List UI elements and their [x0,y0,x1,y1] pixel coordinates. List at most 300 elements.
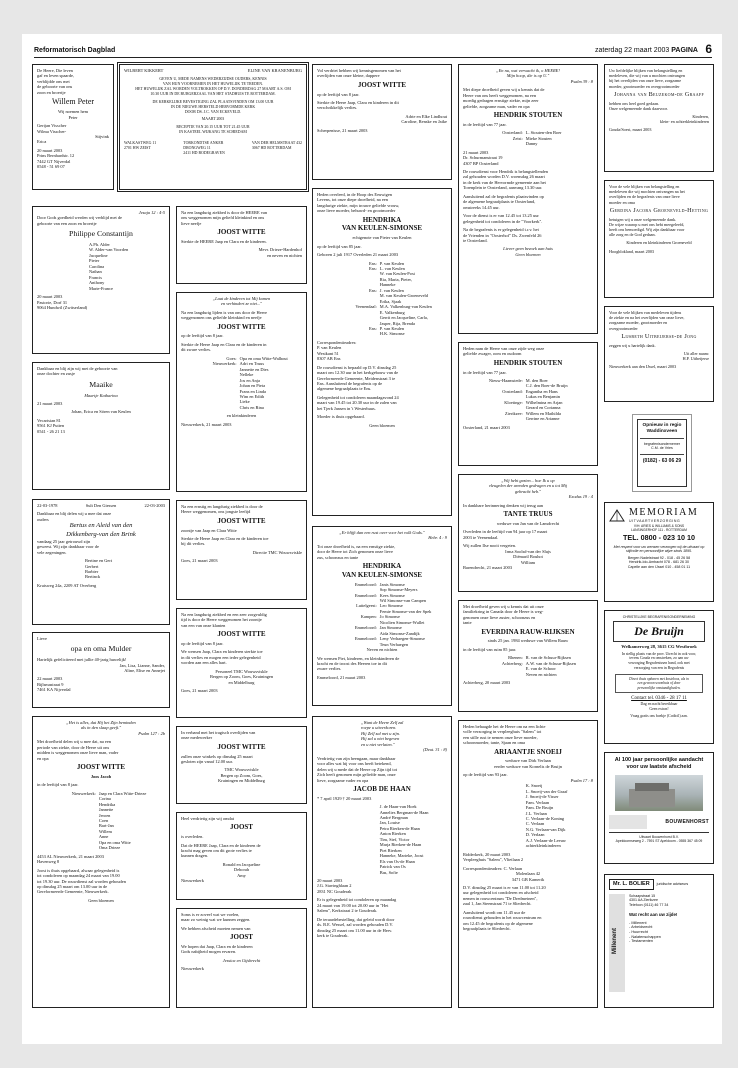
row-names: Oma Drieze [98,845,121,851]
text-line: 20 maart 2003 [317,878,343,883]
deceased-name: TANTE TRUUS [503,510,553,519]
deceased-name: JOOST WITTE [217,322,266,331]
text-line: Na de begrafenis is er gelegenheid t.r.v. het [463,227,539,233]
text-line: langdurige ziekte, mijn trouwe geliefde vrouw, [317,202,400,208]
anniversary-ad-dikkenberg: 22-03-1978 Sult Den Giessen 22-03-2003 Dankbaar en blij delen wij u mee dat onze ouders Bertus en Aleid van den Dikkenberg-van den Brink vandaag 25 jaar getrouwd zijn geweest. Wij zijn dankbaar voor de vele zegeningen. Bertine en Gert Gerbert Barbier Bertinck Kruisweg 24a, 2209 AT Overberg [32,499,170,625]
text-line: Oosterland, 21 maart 2003 [463,424,510,430]
text-line: DE KERKELIJKE BEVESTIGING ZAL PLAATSVINDEN OM 13.00 UUR [152,99,274,104]
text-line: Door Gods goedheid werden wij verblijd met de [37,215,122,221]
row-names: Danny [525,141,538,147]
text-line: Gereformeerde Gemeente, Meidenstraat 3 te [317,375,396,381]
row-place: Emmeloord: [354,592,377,598]
row-place: Oosterland: [502,130,523,136]
de-bruijn-ad [604,610,714,744]
text-line: zoon en broertje [37,89,66,95]
text-line: tot condoleren op maandag 24 maart van 19.00 [37,873,120,879]
text-line: medeleven, die wij van u mochten ontvangen [609,73,685,79]
text-line: maart van 19.45 tot 20.30 uur in de zalen van [317,400,397,406]
row-place: Kloetinge: [504,399,523,405]
bolier-ad [604,874,714,1008]
row-place: Kampen: [360,614,377,620]
text-line: Ronald en Jacqueline [222,861,261,867]
text-line: LANSINGERHOF 111 - ROTTERDAM [631,527,687,532]
row-names: Willem en Mathilda [525,410,561,416]
text-line: Correspondentieadres: C. Verlaan [463,865,523,871]
row-names: Hanneke [379,282,396,288]
couple-name: Bertus en Aleid van den [69,522,133,530]
family-row [463,672,593,677]
row-place [463,141,523,146]
text-line: van een van onze klanten [181,622,226,628]
row-names: M. den Boer [525,378,548,384]
text-line: Psalm 17 : 8 [570,777,593,783]
text-line: hebben ons heel goed gedaan. [609,100,660,106]
text-line: Uitvaart Bouwenhorst B.V. [639,834,679,839]
text-line: P. van Keulen [317,345,342,351]
birth-ad-maaike [32,362,170,490]
text-line: „Wij hebt gezien... hoe Ik u op [501,478,555,483]
text-line: in de leeftijd van 8 jaar. [37,782,79,788]
text-line: Dr. Schurmanstraat 19 [463,155,503,161]
text-line: moedig gedragen ernstige ziekte, mijn zeer [463,98,539,104]
row-names: Fam. De Bruijn [525,805,554,811]
newspaper-page [22,34,722,1044]
phone-number: (0182) - 63 06 29 [642,457,682,464]
text-line: Peter [68,114,78,120]
text-line: (Deut. 31 : 8) [423,747,447,753]
text-line: H.P. Uitbeijerse [682,355,709,361]
text-line: overlijden en de begrafenis van onze lieve [609,194,680,200]
text-line: voor uw laatste afscheid [626,763,692,770]
row-names: Jeroen [98,812,111,818]
text-line: 2831 NC Gouderak [317,888,352,894]
text-line: in dit verlies en mogen een ieder gelegenheid [181,654,261,660]
row-place: Ens: [368,265,377,271]
death-ad-hendrika-siblings: „Er blijft dan een rust over voor het volk Gods." Hebr. 4 : 9 Tot onze droefheid is, na een ernstige ziekte, door de Heere tot Zich genomen onze lieve zus, schoonzus en tante HENDRIKA VAN KEULEN-SIMONSE Emmeloord: Janis Simonse Sop Simonse-Meyers Emmeloord: Kees Simonse Wil Simonse-van Campen Luttelgeest: Leo Simonse Femie Simonse-van der Spek Kampen: Jo Simonse Nicolien Simonse-Wullet Emmeloord: Jan Simonse Aida Simonse-Zandijk Emmeloord: Leny Verhaegen-Simonse Teun Verhaegen Neven en nichten We wensen Piet, kinderen, en kleinkinderen de kracht en de troost des Heeren toe in dit zware verlies. Emmeloord, 21 maart 2003 [312,526,452,706]
row-names: Jan, Louise [379,820,400,826]
text-line: overgrootmoeder [609,325,638,331]
row-names: Chris en Rina [239,404,264,410]
text-line: CHRISTELIJKE BEGRAFENISONDERNEMING [622,615,696,619]
deceased-name: Lijsbeth Uitbeijerse-de Jong [621,332,697,340]
text-line: DOOR DS. J.C. VAN ECKEVELD. [184,109,242,114]
text-line: Ens. Aansluitend de begrafenis op de [317,381,383,387]
text-line: zaal 1, Jan Steenstraat 71 te Sliedrecht. [463,901,532,907]
text-line: RECEPTIE VAN 20.15 UUR TOT 21.45 UUR [176,125,250,130]
text-line: Met droefheid delen wij u mee dat, na een [37,739,112,745]
text-line: genomen onze lieve zuster, schoonzus en [463,614,536,620]
text-line: dit zware verlies. [181,347,212,353]
row-names: Adri en Truus [239,361,265,367]
text-line: TMC Wouwsviskle [224,767,259,773]
death-ad-joost-witte-staff [176,608,307,718]
text-line: Dikkenberg-van den Brink [66,530,136,538]
text-line: te Oosterland. [463,238,488,243]
text-line: Jessica en Gijsbrecht [222,957,261,963]
text-line: MAART 2003 [201,117,225,122]
row-place [37,845,96,850]
text-line: DRONGWEG 11 [183,145,211,150]
text-line: zal gehouden worden D.V. woensdag 26 maart [463,174,545,180]
row-names: Leo Simonse [379,603,403,609]
text-line: echtgenote van Pieter van Keulen [352,235,412,241]
text-line: Nieuwerkerk [181,878,204,884]
phone-number: TEL. 0800 - 023 10 10 [623,532,695,542]
row-names: Mieke Stouten [525,135,552,141]
row-names: André Bergman [379,815,408,821]
text-line: VAN HUN VOORNEMEN IN HET HUWELIJK TE TREDEN. [162,82,264,87]
text-line: vleugelen der arenden gedragen en u tot Mij [488,483,568,489]
text-line: verschrikkelijk verlies. [317,105,358,111]
row-place: Goes: [226,355,237,361]
text-line: Wij noemen hem [57,109,89,115]
row-names: L. Snoeij-van der Graaf [525,788,568,794]
row-names: Bart-Jan [98,823,114,829]
row-names: Frans en Linda [239,388,266,394]
text-line: Met respect voor uw wensen verzorgen wij de uitvaart op [613,544,705,549]
row-names: P. van Keulen [379,260,405,266]
row-place: Emmeloord: [354,625,377,631]
text-line: 3471 GB Kamerik [511,876,545,882]
deceased-name: ARIAANTJE SNOEIJ [494,747,562,756]
text-line: Heere weggenomen, ons jongste leefijd [181,509,251,515]
birth-ad-philippe [32,206,170,354]
row-names: Femie Simonse-van der Spek [379,608,432,614]
text-line: Soms is er zoveel wat we voelen, [181,912,240,917]
row-names: J. van Keulen [379,287,404,293]
text-line: Directie TMC Wouwsviskle [252,549,302,555]
row-names: K. Snoeij [525,783,543,789]
death-ad-everdina-rauw [458,600,598,712]
deceased-name: JOOST WITTE [217,742,266,751]
text-line: Mevr. Drieze-Hardenhof [258,247,302,253]
text-line: op de leeftijd van 8 jaar. [181,333,224,339]
row-place: Zierikzee: [505,410,523,416]
text-line: gesloten zijn vanaf 12.00 uur. [181,759,233,765]
row-names: P. van Keulen [379,325,405,331]
row-place: Veenendaal: [355,304,377,310]
text-line: De wijze waarop u met ons hebt meegeleefd, [609,221,685,227]
row-names: Bas, Sofie [379,869,398,875]
text-line: Erica [37,139,47,145]
text-line: Bertinck [85,574,101,580]
row-names: C. Verlaan-de Koning [525,816,565,822]
row-names: L. van Keulen [379,265,405,271]
text-line: maar zo weinig wat we kunnen zeggen. [181,917,251,923]
text-line: verzorging van een in Begrafenis [633,665,685,670]
text-line: Dankbaar en blij delen wij u mee dat onze [37,511,112,517]
text-line: Na een langdurig ziekbed en een zeer zorgvuldig [181,612,267,617]
deceased-name: JACOB DE HAAN [353,784,411,793]
text-line: gelegenheid tot condoleren in de "Voorkerk". [463,218,543,224]
text-line: weduwe van Dirk Verlaan [505,758,551,764]
text-line: Telefoon (0111) 46 77 34 [629,902,669,907]
text-line: We hebben afscheid moeten nemen van [181,925,251,931]
text-line: dinsdag 25 maart om 11.00 uur in de Herv. [317,927,393,933]
row-place [463,672,523,677]
row-names: Patrick van Os [379,864,406,870]
text-line: Neven en nichten [366,647,398,653]
deceased-name: HENDRIKA [362,215,402,224]
row-names: E. van de Schoor [525,666,556,672]
text-line: geliefde zwager, oom en oudoom [463,351,522,357]
text-line: 10.30 UUR IN DE BURGERZAAL VAN HET STADHUIS TE ROTTERDAM. [150,91,276,96]
text-line: vele zegeningen. [37,549,67,555]
row-names: C. Verlaan [525,821,545,827]
deceased-name: JOOST WITTE [76,763,126,772]
text-line: eerder weduwe van Kornelis de Bruijn [494,763,562,769]
remembrance-ad-tante-truus [458,474,598,592]
text-line: Hartelijk gefeliciteerd met jullie 40-jarig huwelijk! [37,657,127,663]
text-line: Caroline, Renske en Jaike [401,119,447,125]
row-place: Nieuwerkerk: [71,790,96,796]
text-line: en kleinkinderen [226,413,257,419]
text-line: familiekring in Canada door de Heere is weg- [463,609,544,615]
row-names: Wilhelmina en Arjan [525,399,563,405]
text-line: moeder, grootmoeder en overgrootmoeder [609,83,680,89]
text-line: Joos Jacob [90,773,112,779]
text-line: Amy [237,872,246,878]
text-line: VAN DER HELMSTRAAT 432 [251,140,302,145]
text-line: Sterkte de Heere Jaap en Clara en de kinderen in [181,341,267,347]
row-names: Ria, Maria, Pieter, [379,276,412,282]
text-line: Prins Bernhardstr. 12 [37,153,75,159]
text-line: roepe u uitverkoren. [361,725,397,731]
text-line: Onze welgemeende dank daarvoor. [609,105,668,111]
text-line: V/H: ARIES & WILLIAMS & SONS [633,523,685,528]
text-line: geboorte van een zoon en broertje [37,220,97,226]
text-line: Salem", Kerkstraat 2 te Gouderak. [317,908,378,914]
header-date: zaterdag 22 maart 2003 [595,47,670,54]
row-place: Zeist: [512,135,523,141]
row-names: Nelleke [239,372,254,378]
text-line: Bertine en Gert [85,558,113,564]
row-names: W. van Keulen-Post [379,271,415,277]
text-line: 4307 BP Oosterland [463,160,499,166]
text-line: door de Heere tot Zich genomen onze lieve [317,549,393,555]
deceased-name: HENDRIK STOUTEN [493,358,563,367]
row-place: Ens: [368,287,377,293]
text-line: maart om 12.30 uur in het kerkgebouw van de [317,370,399,376]
text-line: betuigen wij u onze welgemeende dank. [609,216,677,222]
text-line: Jacqueline [89,252,108,258]
text-line: De teraardebestelling, dat geleid wordt door [317,916,395,922]
text-line: Aline, Elise en Annejet [124,668,165,674]
death-ad-joost-friends [176,812,307,900]
text-line: D.V. dinsdag 25 maart is er van 11.00 tot 11.20 [463,885,546,890]
text-line: een stille rust te nemen onze lieve moeder, [463,734,538,740]
text-line: Barbier [85,568,99,574]
text-line: We hopen dat Jaap, Clara en de kinderen [181,944,253,950]
text-line: Geen bloemen [88,897,114,903]
brand-name: De Bruijn [634,624,684,639]
text-line: Francis [89,274,102,280]
death-ad-joost-witte-grandparents [176,292,307,492]
row-place: Ens: [368,325,377,331]
text-line: in de leeftijd van ruim 85 jaar. [463,646,517,652]
page-header [34,42,712,58]
text-line: Verpleeghuis "Salem", Vlietlaan 2 [463,857,524,863]
text-line: 4453 AL Nieuwerkerk, 21 maart 2003 [37,853,104,859]
text-line: Marie-France [89,285,113,291]
family-row [463,843,593,848]
text-line: Hij Zelf zal met u zijn. [361,730,401,736]
text-line: geliefde, zorgzame man, vader en opa [463,103,530,109]
text-line: op de leeftijd van 85 jaar. [317,243,362,249]
text-line: verblijdde ons met [37,78,70,84]
text-line: Schaapstraat 15 [629,893,656,898]
row-names: Hanneke, Marieke, Joost [379,853,424,859]
row-names: Jan Simonse [379,625,402,631]
text-line: Uit aller naam: [683,350,709,356]
text-line: Levens, tot onze diepe droefheid, na een [317,197,388,203]
text-line: Wilma Visscher- [37,128,67,134]
text-line: * 7 april 1929 † 20 maart 2003 [317,795,372,801]
row-names: M.A. Valkenburg-van Keulen [379,304,432,310]
text-line: zoontje van Jaap en Clara Witte [181,527,237,533]
text-line: 0548 - 51 69 07 [37,164,65,170]
text-line: A.Ph. Alder [89,242,110,248]
text-line: 9561 KJ Putten [37,423,65,429]
deceased-name: JOOST [230,823,253,832]
text-line: Bergen Nadelstraat 92 - 018 - 45 26 58 [627,555,691,560]
text-line: Overleden in de leeftijd van 94 jaar op 17 maart [463,529,548,535]
row-names: C.J. den Boer-de Bruijn [525,383,568,389]
text-line: vandaag 25 jaar getrouwd zijn [37,538,91,544]
row-place: Oosterland: [502,388,523,394]
anniversary-ad-mulder [32,632,170,708]
text-line: Achterberg, 20 maart 2003 [463,680,511,686]
text-line: Nieuwerkerk aan den IJssel, maart 2003 [609,364,677,370]
text-line: op dinsdag 25 maart om 13.00 uur in de [37,884,108,889]
text-line: stijlvolle en persoonlijke wijze sinds 1895. [625,549,693,554]
text-line: Geen extras! [649,706,669,711]
text-line: Na een ernstig en langdurig ziekbed is door de [181,504,263,509]
text-line: 20 maart 2003 [37,147,63,153]
text-line: Geen bloemen [515,251,541,257]
text-line: 7442 GT Nijverdal [37,158,71,164]
row-names: Els van Os-de Haan [379,858,415,864]
row-place: Ens: [368,260,377,266]
row-names: A.W. van de Schuur-Rijksen [525,660,576,666]
child-name: Willem Peter [51,97,95,107]
text-line: Exodus 19 : 4 [568,494,593,500]
text-line: de ziekte en na het overlijden van onze lieve, [609,315,685,321]
text-line: Dag en nacht bereikbaar [640,702,678,707]
death-ad-joost-witte-tmc [176,500,307,600]
text-line: Goes, 21 maart 2003 [181,558,218,564]
text-line: begraafplaats te Sliedrecht. [463,926,511,932]
text-line: volle verzorging in verpleeghuis "Salem" tot [463,729,542,735]
memoriam-ad [604,502,714,602]
row-names: Fam. Verlaan [525,799,550,805]
text-line: Hebr. 4 : 9 [428,535,447,541]
text-line: Sterkte de HEERE Jaap en Clara en de kinderen. [181,239,267,245]
text-line: Vecartsian 81 [37,417,61,423]
text-line: Na een langdurig ziekbed is door de HEERE van [181,210,268,215]
row-names: Jaap en Clara Witte-Drieze [98,790,147,796]
text-line: Dankbaar en blij zijn wij met de geboorte van [37,366,118,371]
text-line: lieve, zorgzame vader en opa [317,777,369,783]
row-names: Marja Rierken-de Haan [379,842,422,848]
death-ad-hendrik-stouten-inlaws [458,342,598,466]
text-line: uur gelegenheid tot condoleren en afscheid [463,890,539,896]
text-line: Heden nam de Heere van onze zijde weg onze [463,346,545,351]
brand-name: BOUWENHORST [665,818,709,825]
text-line: midden is weggenomen onze lieve man, vader [37,750,119,756]
text-line: De Heere, Die leven [37,68,73,73]
text-line: Geen bloemen [369,422,395,428]
text-line: kerk te Gouderak. [317,933,349,939]
text-line: W. Alder-van Voorden [89,247,129,253]
text-line: in de kerk van de Hervormde gemeente aan het [463,179,546,185]
text-line: Kinderen, [692,113,709,119]
text-line: Goes, 21 maart 2003 [181,688,218,694]
row-place: Emmeloord: [354,581,377,587]
text-line: Pieter [89,258,100,264]
text-line: op de leeftijd van 8 jaar. [317,91,360,97]
death-ad-hendrika-family: Heden overleed, in de Hoop des Eeuwigen Levens, tot onze diepe droefheid, na een langdurige ziekte, mijn trouwe geliefde vrouw, onze lieve moeder, behuwd- en grootmoeder HENDRIKA VAN KEULEN-SIMONSE echtgenote van Pieter van Keulen op de leeftijd van 85 jaar. Geboren 2 juli 1917 Overleden 21 maart 2003 Ens: P. van Keulen Ens: L. van Keulen W. van Keulen-Post Ria, Maria, Pieter, Hanneke Ens: J. van Keulen M. van Keulen-Groeneveld Erika, Sjaak Veenendaal: M.A. Valkenburg-van Keulen E. Valkenburg Gerrit en Jacqueline, Carla, Jasper, Rija, Brenda Ens: P. van Keulen H.K. Simonse Correspondentieadres: P. van Keulen Westkant 51 8307 AB Ens De rouwdienst is bepaald op D.V. dinsdag 25 maart om 12.30 uur in het kerkgebouw van de Gereformeerde Gemeente, Meidenstraat 3 te Ens. Aansluitend de begrafenis op de algemene begraafplaats te Ens. Gelegenheid tot condoleren maandagavond 24 maart van 19.45 tot 20.30 uur in de zalen van het Tjerk Jansen in 't Westerhuus. Moeder is thuis opgebaard. Geen bloemen [312,188,452,516]
text-line: Personeel TMC Wouwsviskle [215,668,268,674]
funeral-home-photo [615,775,703,811]
text-line: Vraag gratis ons boekje (Codicil) aan. [630,713,688,718]
text-line: gaf en leven spaarde, [37,73,75,79]
text-line: worden aan een alles hart. [181,660,227,666]
text-line: Heden overleed, in de Hoop des Eeuwigen [317,192,392,197]
text-line: Gouda/Soest, maart 2003 [609,127,652,133]
text-line: Kinderen en kleinkinderen Groeneveld [626,240,692,246]
text-line: zeggen wij u hartelijk dank. [609,342,656,348]
text-line: heeft ons bemoedigd. Wij zijn dankbaar voor [609,226,685,232]
couple-name: opa en oma Mulder [70,644,132,654]
text-line: Carolina [89,263,105,269]
text-line: schoonmoeder, tante, Sjaan en oma [463,740,526,746]
wedding-ad-kikkert: WILBERT KIKKERT ELINE VAN KRANENBURG GEVEN U, MEDE NAMENS WEDERZIJDSE OUDERS, KENNIS VAN HUN VOORNEMEN IN HET HUWELIJK TE TREDEN. HET HUWELIJK ZAL WORDEN VOLTROKKEN OP D.V. DONDERDAG 27 MAART A.S. OM 10.30 UUR IN DE BURGERZAAL VAN HET STADHUIS TE ROTTERDAM. DE KERKELIJKE BEVESTIGING ZAL PLAATSVINDEN OM 13.00 UUR IN DE NIEUWE HERSTELD HERVORMDE KERK DOOR DS. J.C. VAN ECKEVELD. MAART 2003 RECEPTIE VAN 20.15 UUR TOT 21.45 UUR IN KASTEEL WIJKANG TE SCHIEDAM WALKASTWEG 11 2701 HW ZEIST TORKONDTSE ANKER DRONGWEG 11 2411 HD BODEGRAVEN VAN DER HELMSTRAAT 432 3067 HD ROTTERDAM [119,64,307,190]
text-line: Gerbert [85,563,99,569]
row-names: Nicolien Simonse-Wullet [379,619,425,625]
text-line: ons weggenomen mijn geliefd kleinkind en ons [181,215,265,221]
text-line: geweest. Wij zijn dankbaar voor de [37,544,99,550]
row-names: M. van Keulen-Groeneveld [379,293,428,299]
row-names: Sop Simonse-Meyers [379,587,418,593]
text-line: 2003 te Veenendaal. [463,534,499,540]
text-line: tot 19.30 uur. De rouwdienst zal worden gehouden [37,878,126,884]
text-line: Ridderkerk, 20 maart 2003 [463,851,511,857]
text-line: In stellig plaats van de prov. Utrecht in ook voor, [621,651,697,656]
page-label: PAGINA [671,47,698,54]
deceased-name: JOOST WITTE [217,516,266,525]
row-names: Gerrine en Arianne [525,416,560,422]
text-line: ouders [37,516,49,522]
text-line: begrafenisondernemer [643,441,681,446]
row-names: Lieke [239,399,250,405]
row-names: Gerard en Corianna [525,405,561,411]
text-line: omstreeks 14.45 uur. [463,204,500,210]
text-line: William [520,559,536,565]
text-line: - Nalatenschappen [629,934,661,939]
text-line: Kruisweg 24a, 2209 AT Overberg [37,582,97,588]
text-line: 3067 HD ROTTERDAM [251,145,292,150]
text-line: „Want de Heere Zelf zal [361,720,404,725]
text-line: kracht mag geven om dit grote verlies te [181,848,252,854]
family-row [37,845,165,850]
text-line: We wensen Piet, kinderen, en kleinkinderen de [317,655,400,661]
text-line: Moeder is thuis opgebaard. [317,414,365,420]
deceased-name: Johanna van Beuzekom-de Graaff [614,90,704,98]
text-line: bij het overlijden van onze lieve, zorgzame [609,78,682,84]
row-names: A.J. Verlaan-de Leeuw [525,837,566,843]
text-line: Wij zullen Ilse nooit vergeten. [463,543,517,549]
